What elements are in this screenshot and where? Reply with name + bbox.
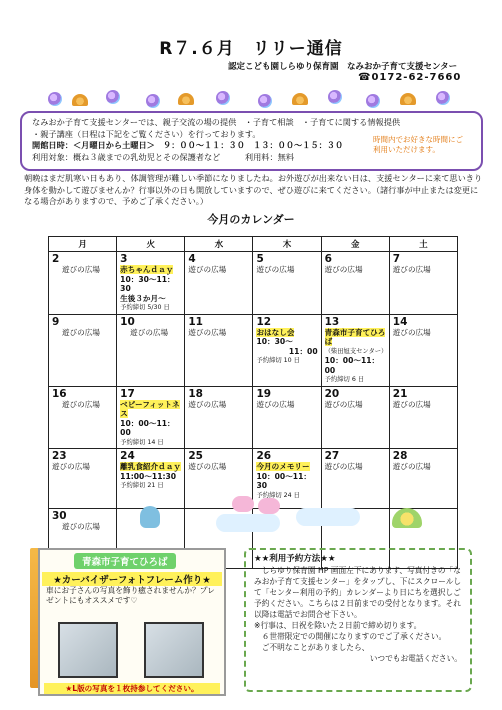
info-hours: 開館日時：＜月曜日から土曜日＞ ９：００～１１：３０ １３：００～１５：３０ [32, 140, 344, 150]
day-number: 24 [120, 450, 135, 462]
day-event: 遊びの広場 [62, 522, 100, 531]
day-event: 遊びの広場 [188, 327, 227, 337]
calendar-day [185, 314, 253, 386]
day-event: 遊びの広場 [62, 265, 100, 274]
day-number: 11 [188, 315, 203, 328]
hydrangea-icon [106, 90, 120, 104]
event-deadline: 予約締切 6 日 [324, 376, 365, 383]
calendar-day [49, 314, 117, 386]
day-number: 6 [324, 253, 332, 265]
sample-photo [144, 622, 204, 678]
event-detail: （柴田旭支センター） [324, 347, 388, 355]
day-event: 遊びの広場 [52, 462, 90, 471]
info-services: なみおか子育て支援センターでは、親子交流の場の提供 ・子育て相談 ・子育てに関する情報提供 [32, 117, 401, 127]
calendar-day [253, 314, 321, 386]
event-title: おはなし会 [256, 327, 295, 337]
event-title: 離乳食紹介ｄａｙ [120, 462, 181, 471]
pig-icon [232, 496, 254, 512]
day-number: 20 [324, 387, 340, 400]
day-event: 遊びの広場 [188, 399, 227, 409]
day-number: 4 [188, 253, 196, 265]
event-time: 11:00～11:30 [120, 471, 177, 481]
organization-name: 認定こども園しらゆり保育園 なみおか子育て支援センター [228, 62, 458, 72]
day-event: 遊びの広場 [392, 462, 431, 471]
day-number: 28 [392, 450, 408, 462]
intro-text: 朝晩はまだ肌寒い日もあり、体調管理が難しい季節になりましたね。お外遊びが出来ない日は、支援センターに来て思いきり身体を動かして遊びませんか？行事以外の日も開放していますので、ぜひ遊びに来てください。（諸行事が中止または変更になる場合がありますので、予めご了承ください。） [24, 173, 483, 206]
flyer-footer: ★L版の写真を１枚持参してください。 [44, 683, 220, 694]
reservation-box [244, 548, 472, 692]
center-info-box [20, 111, 483, 171]
calendar-day [389, 314, 457, 386]
weekday-header: 木 [253, 237, 321, 252]
hydrangea-icon [48, 92, 62, 106]
hydrangea-icon [366, 94, 380, 108]
day-event: 遊びの広場 [256, 399, 295, 409]
event-deadline: 予約締切 21 日 [120, 482, 164, 489]
calendar-day [185, 386, 253, 449]
day-number: 21 [392, 387, 408, 400]
day-number: 12 [256, 315, 272, 328]
flyer-body: 車にお子さんの写真を飾り癒されませんか？プレゼントにもオススメです♡ [46, 586, 215, 605]
day-event: 遊びの広場 [188, 265, 227, 274]
weekday-header: 金 [321, 237, 389, 252]
calendar-day [253, 386, 321, 449]
calendar-day [253, 252, 321, 315]
calendar-day [389, 386, 457, 449]
cat-icon [140, 506, 160, 528]
day-event: 遊びの広場 [188, 462, 227, 471]
day-event: 遊びの広場 [324, 399, 363, 409]
day-number: 3 [120, 253, 128, 265]
calendar-week [49, 314, 458, 386]
day-number: 19 [256, 387, 272, 400]
sample-photo [58, 622, 118, 678]
newsletter-title: R７.６月 リリー通信 [159, 39, 343, 59]
reservation-title: ★★利用予約方法★★ [254, 554, 336, 564]
day-number: 30 [52, 510, 67, 522]
reservation-note: ６世帯限定での開催になりますのでご了承ください。 [261, 632, 447, 641]
calendar-header-row [49, 237, 458, 252]
calendar-day [117, 252, 185, 315]
hydrangea-icon [436, 91, 450, 105]
info-note: 時間内でお好きな時間にご利用いただけます。 [373, 135, 463, 154]
day-number: 5 [256, 253, 264, 265]
calendar-week [49, 252, 458, 315]
calendar-day [321, 314, 389, 386]
snail-icon [72, 94, 88, 106]
flyer-title: ★カーバイザーフォトフレーム作り★ [42, 572, 222, 586]
calendar-day [49, 449, 117, 509]
day-event: 遊びの広場 [392, 399, 431, 409]
weekday-header: 土 [389, 237, 457, 252]
day-event: 遊びの広場 [392, 265, 431, 274]
weekday-header: 火 [117, 237, 185, 252]
event-deadline: 予約締切 10 日 [256, 357, 300, 364]
day-event: 遊びの広場 [392, 327, 431, 337]
event-time: 10：30～ [256, 337, 293, 346]
calendar-day [49, 386, 117, 449]
calendar-day [117, 314, 185, 386]
event-time: 10：00～11：30 [256, 471, 311, 490]
day-number: 17 [120, 387, 135, 400]
day-number: 9 [52, 315, 60, 328]
day-number: 27 [324, 450, 340, 462]
calendar-day [49, 252, 117, 315]
day-event: 遊びの広場 [324, 265, 363, 274]
info-courses: ・親子講座（日程は下記をご覧ください）を行っております。 [32, 128, 261, 139]
event-title: 今月のメモリー [256, 462, 310, 471]
cloud-icon [216, 514, 280, 532]
calendar-day [185, 252, 253, 315]
hydrangea-icon [146, 94, 160, 108]
event-time: 10：00～11：00 [120, 418, 175, 437]
decoration-row [28, 86, 478, 110]
day-number: 18 [188, 387, 203, 400]
decoration-illustrations [120, 488, 456, 538]
reservation-note: ご不明なことがありましたら、 [261, 643, 370, 652]
snail-icon [178, 93, 194, 105]
reservation-note: いつでもお電話ください。 [369, 654, 462, 663]
reservation-body: しらゆり保育園 HP 画面左下にあります、写真付きの「なみおか子育て支援センター」をタップし、下にスクロールして「センター利用の予約」カレンダーより日にちを選択しご予約ください。こちらは２日前までの受付となります。それ以降は電話でお問合せ下さい。 [254, 566, 462, 619]
event-time: 10：30～11：30 [120, 274, 175, 293]
day-number: 23 [52, 450, 67, 462]
snail-icon [392, 508, 422, 528]
day-number: 14 [392, 315, 408, 328]
event-title: 青森市子育てひろば [324, 327, 386, 346]
info-target: 利用対象：概ね３歳までの乳幼児とその保護者など 利用料：無料 [32, 151, 295, 162]
day-number: 2 [52, 253, 60, 265]
event-flyer [38, 548, 226, 696]
day-event: 遊びの広場 [130, 327, 169, 337]
event-deadline: 予約締切 24 日 [256, 491, 300, 499]
day-number: 16 [52, 387, 67, 400]
day-number: 7 [392, 253, 401, 265]
calendar-day [117, 386, 185, 449]
day-event: 遊びの広場 [62, 399, 100, 409]
event-title: 赤ちゃんｄａｙ [120, 265, 174, 274]
event-time-end: 11：00 [288, 346, 318, 356]
day-number: 10 [120, 315, 135, 328]
calendar-day [321, 252, 389, 315]
day-number: 13 [324, 315, 340, 328]
day-event: 遊びの広場 [256, 265, 295, 274]
flyer-header: 青森市子育てひろば [74, 553, 176, 569]
day-number: 26 [256, 450, 272, 462]
weekday-header: 月 [49, 237, 117, 252]
hydrangea-icon [328, 90, 342, 104]
event-detail: 生後３か月～ [120, 293, 166, 303]
event-title: ベビーフィットネス [120, 399, 180, 418]
hydrangea-icon [258, 94, 272, 108]
event-deadline: 予約締切 5/30 日 [120, 304, 170, 311]
event-time: 10：00～11：00 [324, 356, 380, 375]
snail-icon [292, 93, 308, 105]
day-event: 遊びの広場 [62, 327, 100, 337]
hydrangea-icon [216, 91, 230, 105]
calendar-day [389, 252, 457, 315]
weekday-header: 水 [185, 237, 253, 252]
day-event: 遊びの広場 [324, 462, 363, 471]
event-deadline: 予約締切 14 日 [120, 438, 164, 446]
calendar-week [49, 386, 458, 449]
reservation-note: ※行事は、日祝を除いた２日前で締め切ります。 [254, 621, 422, 630]
calendar-day [321, 386, 389, 449]
calendar-title: 今月のカレンダー [207, 213, 295, 226]
phone-number: ☎0172-62-7660 [358, 72, 462, 83]
snail-icon [400, 93, 416, 105]
pig-icon [258, 498, 280, 514]
day-number: 25 [188, 450, 203, 462]
cloud-icon [296, 508, 360, 526]
